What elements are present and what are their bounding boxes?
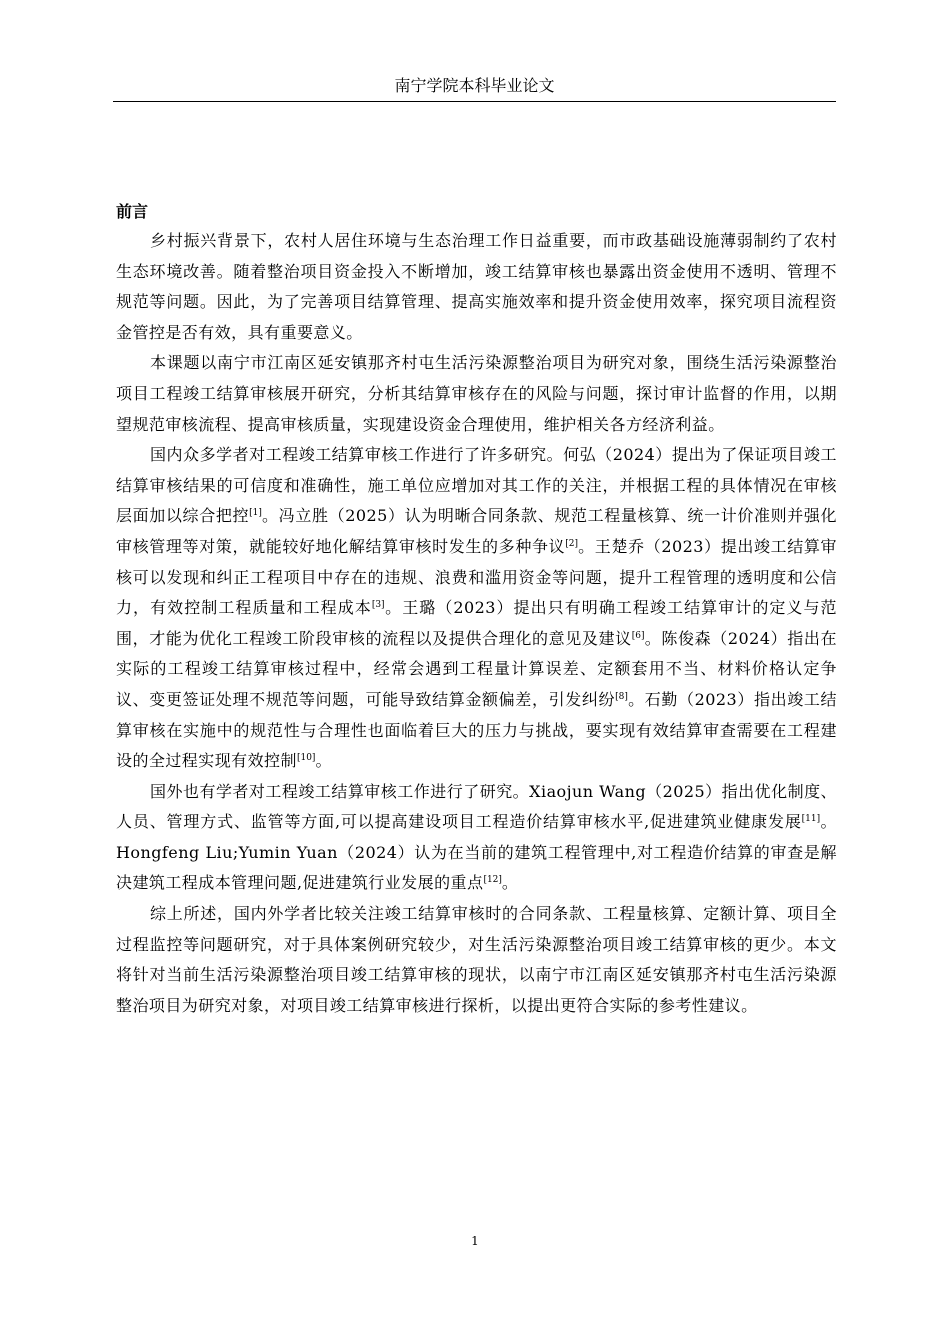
- citation-ref: [6]: [631, 630, 645, 641]
- document-body: [116, 198, 837, 1021]
- paragraph-summary: 综上所述，国内外学者比较关注竣工结算审核时的合同条款、工程量核算、定额计算、项目全过程监控等问题研究，对于具体案例研究较少，对生活污染源整治项目竣工结算审核的更少。本文将针对当前生活污染源整治项目竣工结算审核的现状，以南宁市江南区延安镇那齐村屯生活污染源整治项目为研究对象，对项目竣工结算审核进行探析，以提出更符合实际的参考性建议。: [116, 904, 837, 1015]
- text-run: 国内众多学者对工程竣工结算审核工作进行了许多研究。何弘（2024）提出为了保证项目竣工结算审核结果的可信度和准确性，施工单位应增加对其工作的关注，并根据工程的具体情况在审核层面加以综合把控: [116, 445, 837, 526]
- paragraph-research-object: 本课题以南宁市江南区延安镇那齐村屯生活污染源整治项目为研究对象，围绕生活污染源整治项目工程竣工结算审核展开研究，分析其结算审核存在的风险与问题，探讨审计监督的作用，以期望规范审核流程、提高审核质量，实现建设资金合理使用，维护相关各方经济利益。: [116, 353, 837, 434]
- citation-ref: [10]: [296, 753, 316, 764]
- citation-ref: [8]: [615, 691, 628, 702]
- citation-ref: [1]: [249, 508, 262, 519]
- paragraph-domestic-research: [116, 440, 837, 777]
- running-header: 南宁学院本科毕业论文: [394, 76, 555, 95]
- text-run: 国外也有学者对工程竣工结算审核工作进行了研究。Xiaojun Wang（2025）指出优化制度、人员、管理方式、监管等方面,可以提高建设项目工程造价结算审核水平,促进建筑业健康发展: [116, 781, 837, 832]
- citation-ref: [3]: [371, 600, 385, 611]
- page-number: 1: [471, 1234, 479, 1248]
- citation-ref: [2]: [565, 538, 578, 549]
- text-run: 。: [501, 873, 519, 893]
- paragraph-foreign-research: [116, 777, 837, 899]
- citation-ref: [12]: [483, 875, 502, 886]
- text-run: 。陈俊森（2024）指出在实际的工程竣工结算审核过程中，经常会遇到工程量计算误差、定额套用不当、材料价格认定争议、变更签证处理不规范等问题，可能导致结算金额偏差，引发纠纷: [116, 628, 837, 709]
- text-run: 。王楚乔（2023）提出竣工结算审核可以发现和纠正工程项目中存在的违规、浪费和滥用资金等问题，提升工程管理的透明度和公信力，有效控制工程质量和工程成本: [116, 536, 837, 618]
- text-run: 。Hongfeng Liu;Yumin Yuan（2024）认为在当前的建筑工程管理中,对工程造价结算的审查是解决建筑工程成本管理问题,促进建筑行业发展的重点: [116, 812, 838, 893]
- text-run: 。王璐（2023）提出只有明确工程竣工结算审计的定义与范围，才能为优化工程竣工阶段审核的流程以及提供合理化的意见及建议: [116, 598, 837, 648]
- header-rule: [113, 101, 836, 102]
- text-run: 。石勤（2023）指出竣工结算审核在实施中的规范性与合理性也面临着巨大的压力与挑战，要实现有效结算审查需要在工程建设的全过程实现有效控制: [116, 689, 837, 771]
- paragraph-background: 乡村振兴背景下，农村人居住环境与生态治理工作日益重要，而市政基础设施薄弱制约了农村生态环境改善。随着整治项目资金投入不断增加，竣工结算审核也暴露出资金使用不透明、管理不规范等问题。因此，为了完善项目结算管理、提高实施效率和提升资金使用效率，探究项目流程资金管控是否有效，具有重要意义。: [116, 231, 837, 342]
- text-run: 。冯立胜（2025）认为明晰合同条款、规范工程量核算、统一计价准则并强化审核管理等对策，就能较好地化解结算审核时发生的多种争议: [116, 506, 837, 556]
- text-run: 。: [315, 751, 332, 771]
- citation-ref: [11]: [801, 814, 821, 825]
- section-heading: 前言: [116, 202, 149, 221]
